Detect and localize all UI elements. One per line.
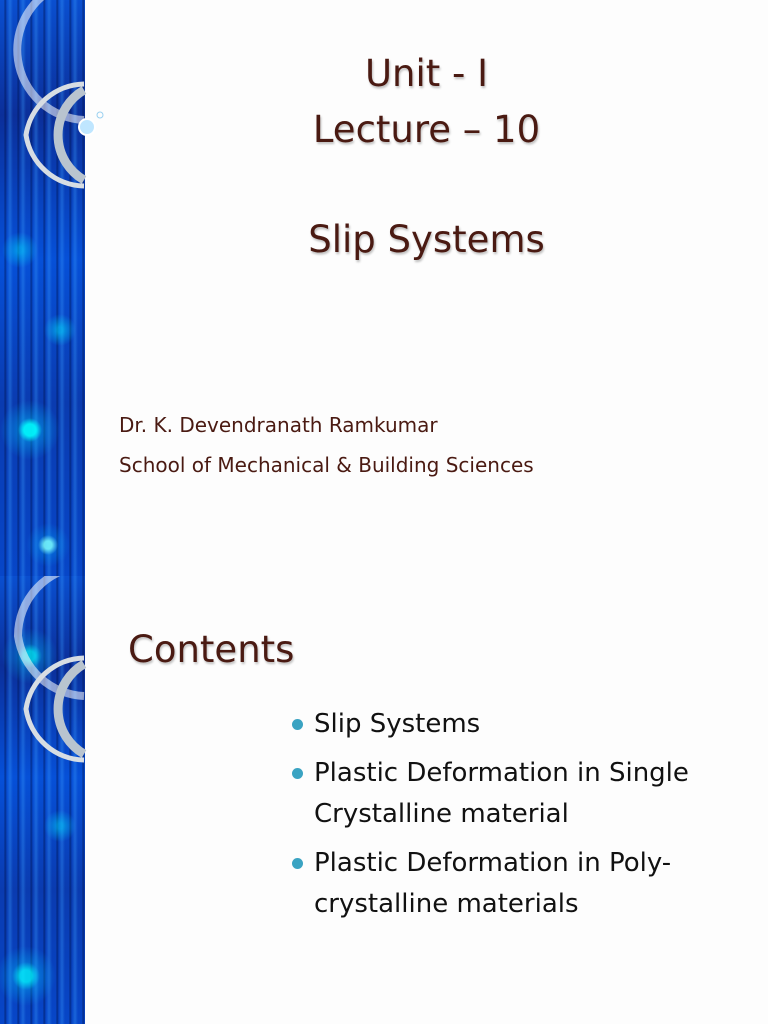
- contents-list: [290, 704, 730, 933]
- list-item-text: Slip Systems: [314, 709, 481, 739]
- lecture-title: Lecture – 10: [312, 108, 541, 151]
- contents-heading: Contents: [128, 628, 295, 671]
- unit-title: Unit - I: [364, 52, 489, 95]
- list-item-text: Plastic Deformation in Single Crystalline material: [314, 758, 689, 829]
- author-affiliation: School of Mechanical & Building Sciences: [119, 453, 534, 477]
- contents-slide: [0, 576, 768, 1024]
- author-name: Dr. K. Devendranath Ramkumar: [119, 413, 438, 437]
- bullet-dot-icon: [292, 768, 303, 779]
- bullet-dot-icon: [292, 858, 303, 869]
- list-item-text: Plastic Deformation in Poly-crystalline materials: [314, 848, 672, 919]
- list-item: [290, 704, 730, 745]
- list-item: [290, 753, 730, 835]
- topic-title: Slip Systems: [308, 218, 545, 261]
- bullet-dot-icon: [292, 719, 303, 730]
- list-item: [290, 843, 730, 925]
